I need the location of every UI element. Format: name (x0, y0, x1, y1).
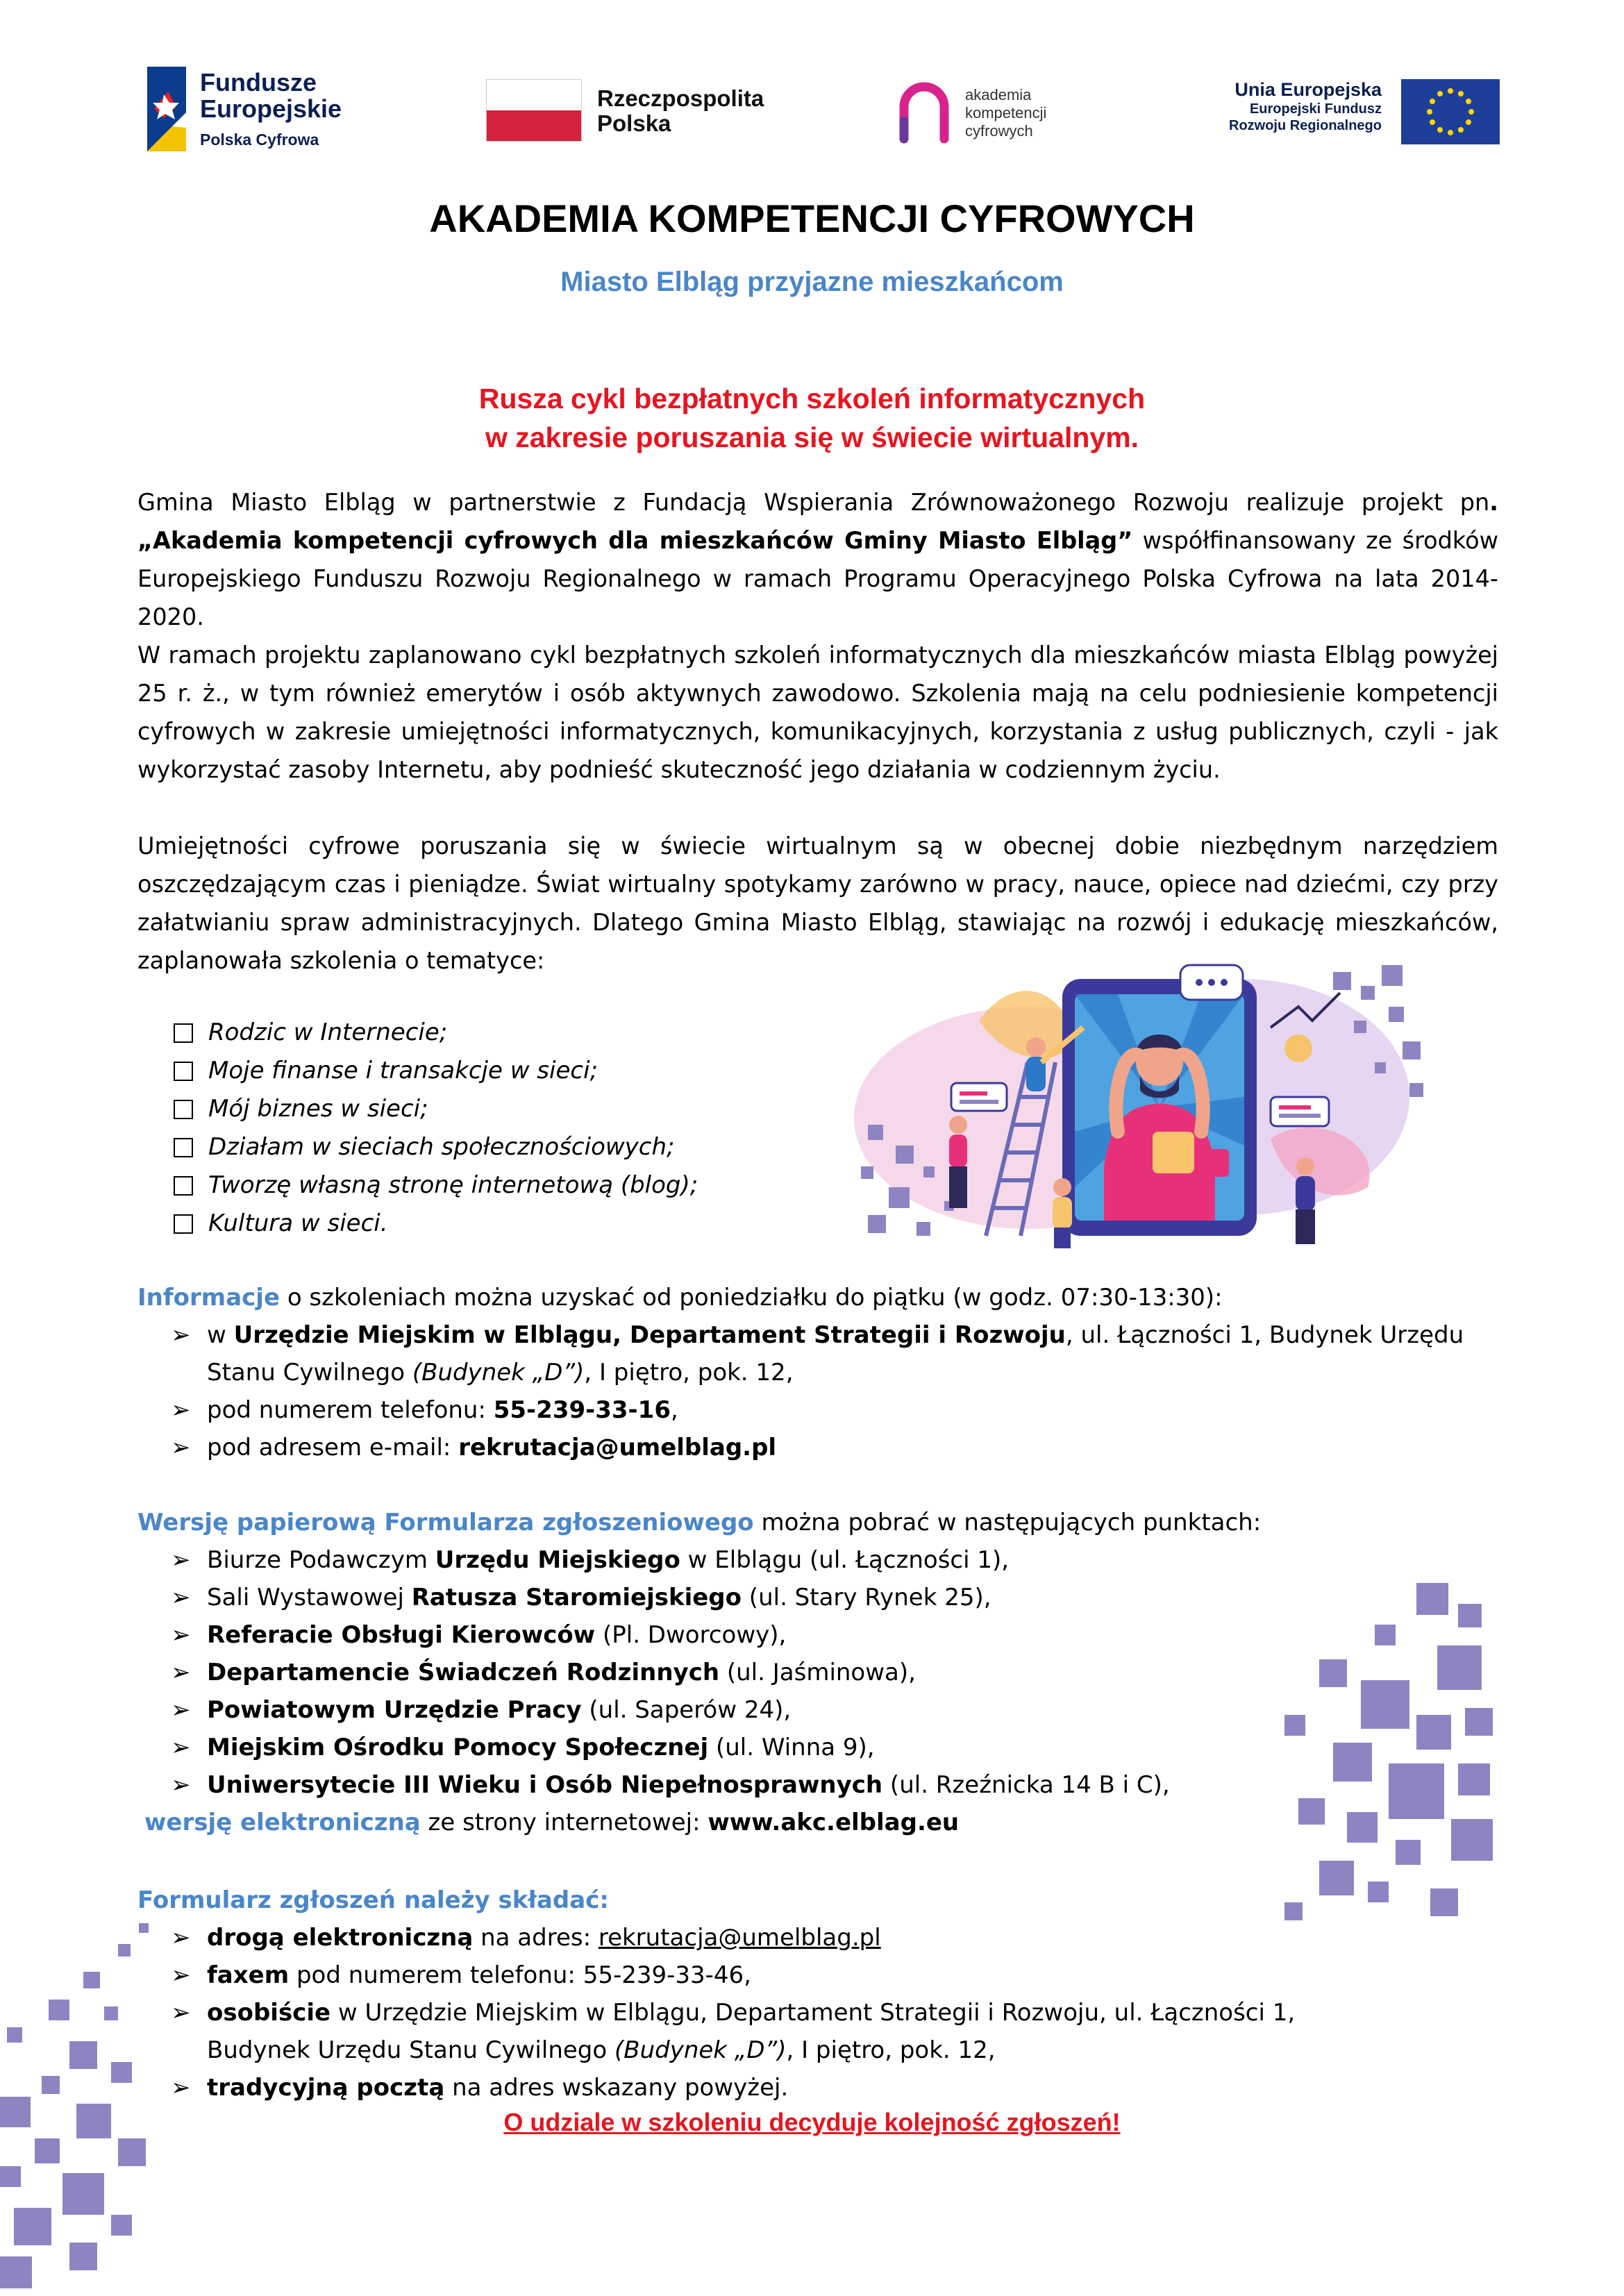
arrow-bullet-icon: ➢ (171, 1924, 191, 1952)
topic-item: Tworzę własną stronę internetową (blog); (174, 1166, 698, 1205)
checkbox-icon (174, 1023, 193, 1043)
fe-name-line2: Europejskie (200, 94, 342, 123)
headline (0, 379, 1624, 457)
intro-p2: W ramach projektu zaplanowano cykl bezpłatnych szkoleń informatycznych dla mieszkańców miasta Elbląg powyżej 25 r. ż., w tym również emerytów i osób aktywnych zawodowo. Szkolenia mają na celu podniesienie kompetencji cyfrowych w zakresie umiejętności informatycznych, komunikacyjnych, korzystania z usług publicznych, czyli - jak wykorzystać zasoby Internetu, aby podnieść skuteczność jego działania w codziennym życiu. (137, 642, 1498, 783)
headline-line1: Rusza cykl bezpłatnych szkoleń informatycznych (478, 383, 1146, 414)
location-item: ➢ Powiatowym Urzędzie Pracy (ul. Saperów 24), (207, 1691, 1498, 1729)
intro-p1-project-name: . „Akademia kompetencji cyfrowych dla mieszkańców Gminy Miasto Elbląg” (137, 489, 1498, 554)
paper-lead-rest: można pobrać w następujących punktach: (753, 1509, 1262, 1536)
ue-name: Unia Europejska (1234, 79, 1382, 100)
rp-name-line1: Rzeczpospolita (597, 85, 764, 111)
intro-paragraph-1 (137, 483, 1498, 636)
akc-line3: cyfrowych (965, 122, 1033, 140)
ue-sub-line1: Europejski Fundusz (1249, 101, 1382, 117)
location-item: ➢ Miejskim Ośrodku Pomocy Społecznej (ul. Winna 9), (207, 1729, 1498, 1766)
page-title: AKADEMIA KOMPETENCJI CYFROWYCH (429, 196, 1195, 240)
arrow-bullet-icon: ➢ (171, 1961, 191, 1989)
arrow-bullet-icon: ➢ (171, 1999, 191, 2027)
arrow-bullet-icon: ➢ (171, 1696, 191, 1724)
info-item-email: ➢ pod adresem e-mail: rekrutacja@umelblag.pl (207, 1429, 1498, 1466)
topic-item: Działam w sieciach społecznościowych; (174, 1128, 698, 1166)
arrow-bullet-icon: ➢ (171, 1546, 191, 1574)
info-building: (Budynek „D”) (412, 1359, 585, 1386)
footer-note: O udziale w szkoleniu decyduje kolejność zgłoszeń! (503, 2108, 1121, 2136)
arrow-bullet-icon: ➢ (171, 1434, 191, 1461)
paper-lead (137, 1504, 1498, 1541)
arrow-bullet-icon: ➢ (171, 1396, 191, 1424)
info-lead-rest: o szkoleniach można uzyskać od poniedziałku do piątku (w godz. 07:30-13:30): (280, 1284, 1223, 1312)
topic-item: Kultura w sieci. (174, 1205, 698, 1243)
submit-methods-list (171, 1919, 1359, 2106)
logo-akademia-kompetencji-cyfrowych (896, 76, 1104, 146)
decorative-squares-left (0, 1916, 160, 2291)
intro-paragraph-2 (137, 636, 1498, 789)
submit-item-fax: ➢ faxem pod numerem telefonu: 55-239-33-46, (207, 1956, 1359, 1994)
submit-email-link[interactable]: rekrutacja@umelblag.pl (598, 1924, 881, 1952)
fe-sub: Polska Cyfrowa (200, 131, 319, 149)
checkbox-icon (174, 1100, 193, 1119)
submit-item-post: ➢ tradycyjną pocztą na adres wskazany powyżej. (207, 2069, 1359, 2106)
location-item: ➢ Sali Wystawowej Ratusza Staromiejskiego (ul. Stary Rynek 25), (207, 1579, 1498, 1616)
fundusze-europejskie-emblem-icon (144, 64, 189, 154)
topics-list (174, 1014, 698, 1243)
info-office-name: Urzędzie Miejskim w Elblągu, Departament Strategii i Rozwoju (233, 1321, 1066, 1349)
akc-line2: kompetencji (965, 104, 1047, 121)
logo-rzeczpospolita-polska (486, 79, 778, 142)
eu-flag-icon (1401, 79, 1500, 144)
topic-item: Rodzic w Internecie; (174, 1014, 698, 1052)
website-link[interactable]: www.akc.elblag.eu (708, 1809, 960, 1836)
intro-p1-a: Gmina Miasto Elbląg w partnerstwie z Fundacją Wspierania Zrównoważonego Rozwoju realizuje projekt pn (137, 489, 1490, 516)
info-list (171, 1316, 1498, 1466)
location-item: ➢ Uniwersytecie III Wieku i Osób Niepełnosprawnych (ul. Rzeźnicka 14 B i C), (207, 1766, 1498, 1804)
checkbox-icon (174, 1176, 193, 1196)
logo-unia-europejska (1208, 76, 1500, 146)
akc-line1: akademia (965, 86, 1032, 103)
rp-name-line2: Polska (597, 110, 671, 136)
fe-name-line1: Fundusze (200, 68, 317, 97)
intro-p3: Umiejętności cyfrowe poruszania się w świecie wirtualnym są w obecnej dobie niezbędnym narzędziem oszczędzającym czas i pieniądze. Świat wirtualny spotykamy zarówno w pracy, nauce, opiece nad dziećmi, czy przy załatwianiu spraw administracyjnych. Dlatego Gmina Miasto Elbląg, stawiając na rozwój i edukację mieszkańców, zaplanowała szkolenia o tematyce: (137, 832, 1498, 974)
electronic-version-highlight: wersję elektroniczną (144, 1809, 421, 1836)
checkbox-icon (174, 1214, 193, 1234)
info-section (137, 1279, 1498, 1466)
ue-sub-line2: Rozwoju Regionalnego (1229, 118, 1382, 133)
digital-skills-illustration (854, 958, 1430, 1250)
intro-paragraph-3 (137, 827, 1498, 980)
page-subtitle: Miasto Elbląg przyjazne mieszkańcom (560, 267, 1064, 297)
submit-lead: Formularz zgłoszeń należy składać: (137, 1886, 609, 1914)
arrow-bullet-icon: ➢ (171, 1771, 191, 1799)
info-item-office: ➢ w Urzędzie Miejskim w Elblągu, Departament Strategii i Rozwoju, ul. Łączności 1, Budynek Urzędu Stanu Cywilnego (Budynek „D”), I piętro, pok. 12, (207, 1316, 1498, 1391)
checkbox-icon (174, 1062, 193, 1081)
info-email[interactable]: rekrutacja@umelblag.pl (458, 1434, 777, 1461)
arrow-bullet-icon: ➢ (171, 2074, 191, 2102)
info-phone-number: 55-239-33-16 (493, 1396, 671, 1424)
info-lead-highlight: Informacje (137, 1284, 281, 1312)
arrow-bullet-icon: ➢ (171, 1321, 191, 1349)
info-lead (137, 1279, 1498, 1316)
location-item: ➢ Biurze Podawczym Urzędu Miejskiego w Elblągu (ul. Łączności 1), (207, 1541, 1498, 1579)
headline-line2: w zakresie poruszania się w świecie wirtualnym. (485, 421, 1139, 453)
checkbox-icon (174, 1138, 193, 1157)
arrow-bullet-icon: ➢ (171, 1584, 191, 1611)
arrow-bullet-icon: ➢ (171, 1621, 191, 1649)
submit-item-electronic: ➢ drogą elektroniczną na adres: rekrutacja@umelblag.pl (207, 1919, 1359, 1956)
submit-item-in-person: ➢ osobiście w Urzędzie Miejskim w Elblągu, Departament Strategii i Rozwoju, ul. Łączności 1, Budynek Urzędu Stanu Cywilnego (Budynek „D”), I piętro, pok. 12, (207, 1994, 1359, 2069)
arrow-bullet-icon: ➢ (171, 1734, 191, 1761)
intro-p1-b: współfinansowany ze środków Europejskiego Funduszu Rozwoju Regionalnego w ramach Programu Operacyjnego Polska Cyfrowa na lata 2014-2020. (137, 527, 1498, 630)
submit-section (137, 1882, 1359, 2106)
polish-flag-icon (486, 79, 582, 142)
location-item: ➢ Departamencie Świadczeń Rodzinnych (ul. Jaśminowa), (207, 1654, 1498, 1691)
akc-emblem-icon (896, 79, 953, 144)
arrow-bullet-icon: ➢ (171, 1659, 191, 1686)
logo-fundusze-europejskie (144, 64, 367, 154)
topic-item: Moje finanse i transakcje w sieci; (174, 1052, 698, 1090)
info-item-phone: ➢ pod numerem telefonu: 55-239-33-16, (207, 1391, 1498, 1429)
location-item: ➢ Referacie Obsługi Kierowców (Pl. Dworcowy), (207, 1616, 1498, 1654)
electronic-version-line: wersję elektroniczną ze strony internetowej: www.akc.elblag.eu (144, 1809, 960, 1836)
paper-lead-highlight: Wersję papierową Formularza zgłoszeniowego (137, 1509, 754, 1536)
topic-item: Mój biznes w sieci; (174, 1090, 698, 1128)
